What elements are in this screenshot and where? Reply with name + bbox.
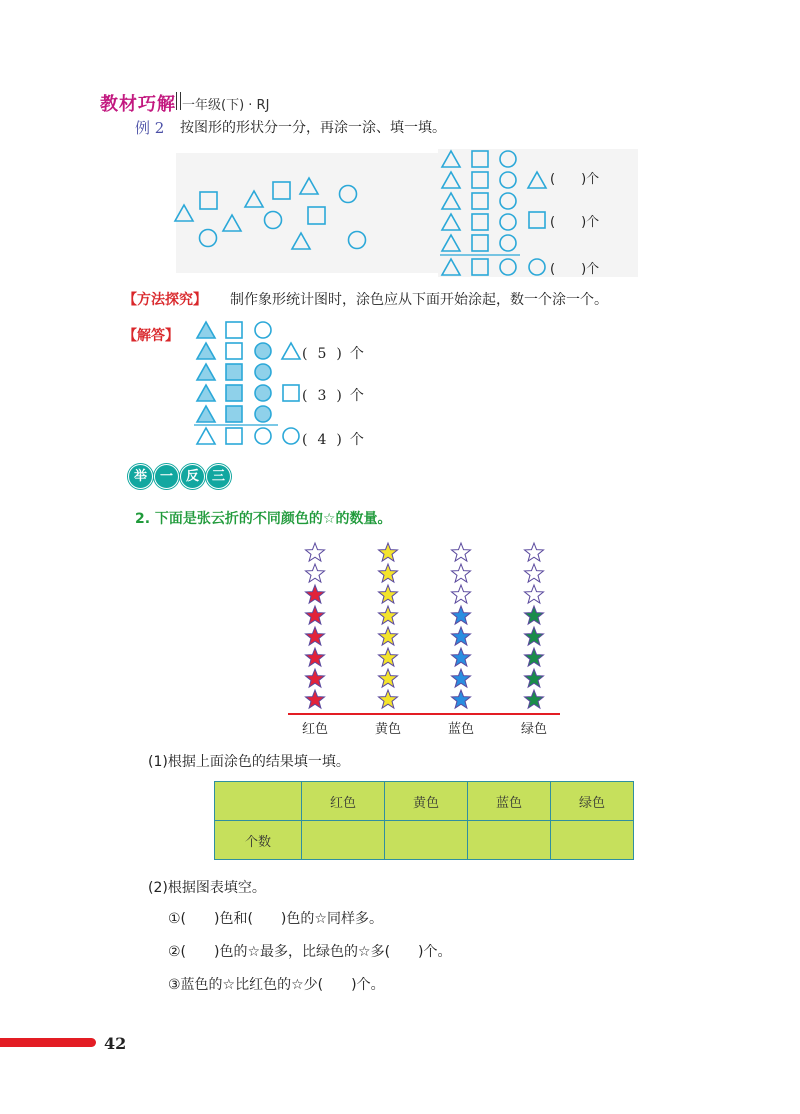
star-2-6-filled	[379, 648, 398, 666]
star-4-8-filled	[525, 690, 544, 708]
example-blank-circle[interactable]: ( )个	[550, 262, 600, 277]
star-pictograph	[284, 535, 570, 740]
fill-blank-1[interactable]: ①( )色和( )色的☆同样多。	[168, 911, 383, 927]
page-accent-bar	[0, 1038, 96, 1047]
header-divider	[176, 92, 181, 110]
star-2-2-filled	[379, 564, 398, 582]
star-2-4-filled	[379, 606, 398, 624]
example-blank-triangle[interactable]: ( )个	[550, 172, 600, 187]
table-row	[215, 821, 634, 860]
badge-char-4: 三	[206, 464, 231, 489]
star-4-4-filled	[525, 606, 544, 624]
label-blue: 蓝色	[448, 722, 475, 737]
star-3-3-empty	[452, 585, 471, 603]
star-2-7-filled	[379, 669, 398, 687]
star-3-6-filled	[452, 648, 471, 666]
star-4-5-filled	[525, 627, 544, 645]
example-blank-square[interactable]: ( )个	[550, 215, 600, 230]
book-subtitle: 一年级(下) · RJ	[182, 98, 270, 113]
star-4-1-empty	[525, 543, 544, 561]
answer-cell-green[interactable]	[551, 821, 634, 860]
answer-row-circle: ( 4 ) 个	[302, 432, 364, 448]
answer-circle-count: 4	[317, 432, 327, 448]
answer-triangle-count: 5	[317, 346, 327, 362]
answer-cell-blue[interactable]	[468, 821, 551, 860]
answer-square-count: 3	[317, 388, 327, 404]
practice-badge	[128, 464, 231, 488]
answer-circle-unit: 个	[349, 432, 364, 448]
count-table	[214, 781, 634, 860]
method-text: 制作象形统计图时，涂色应从下面开始涂起，数一个涂一个。	[230, 292, 608, 308]
star-3-8-filled	[452, 690, 471, 708]
star-1-4-filled	[306, 606, 325, 624]
answer-row-square: ( 3 ) 个	[302, 388, 364, 404]
answer-square-unit: 个	[349, 388, 364, 404]
star-1-2-empty	[306, 564, 325, 582]
star-1-7-filled	[306, 669, 325, 687]
star-3-1-empty	[452, 543, 471, 561]
badge-char-3: 反	[180, 464, 205, 489]
answer-cell-red[interactable]	[302, 821, 385, 860]
star-3-2-empty	[452, 564, 471, 582]
table-header-green: 绿色	[551, 782, 634, 821]
table-row-label: 个数	[215, 821, 302, 860]
page-number: 42	[104, 1034, 127, 1053]
fill-blank-2[interactable]: ②( )色的☆最多，比绿色的☆多( )个。	[168, 944, 452, 960]
star-1-8-filled	[306, 690, 325, 708]
star-3-4-filled	[452, 606, 471, 624]
star-2-8-filled	[379, 690, 398, 708]
scatter-area	[176, 153, 438, 273]
method-tag: 【方法探究】	[123, 292, 207, 308]
star-4-3-empty	[525, 585, 544, 603]
star-4-7-filled	[525, 669, 544, 687]
example-instruction: 按图形的形状分一分，再涂一涂、填一填。	[180, 120, 446, 136]
answer-cell-yellow[interactable]	[385, 821, 468, 860]
book-brand: 教材巧解	[100, 94, 176, 115]
star-labels	[300, 718, 570, 738]
answer-pictograph	[190, 318, 310, 450]
part1-title: (1)根据上面涂色的结果填一填。	[148, 754, 350, 770]
star-2-5-filled	[379, 627, 398, 645]
table-header-yellow: 黄色	[385, 782, 468, 821]
star-1-5-filled	[306, 627, 325, 645]
star-3-5-filled	[452, 627, 471, 645]
label-yellow: 黄色	[375, 722, 402, 737]
star-1-1-empty	[306, 543, 325, 561]
part2-title: (2)根据图表填空。	[148, 880, 266, 896]
answer-tag: 【解答】	[123, 328, 179, 344]
answer-row-triangle: ( 5 ) 个	[302, 346, 364, 362]
star-2-1-filled	[379, 543, 398, 561]
badge-char-2: 一	[154, 464, 179, 489]
table-header-red: 红色	[302, 782, 385, 821]
table-header-row	[215, 782, 634, 821]
star-4-6-filled	[525, 648, 544, 666]
star-2-3-filled	[379, 585, 398, 603]
pictograph-area	[438, 149, 638, 277]
star-1-6-filled	[306, 648, 325, 666]
star-4-2-empty	[525, 564, 544, 582]
table-header-blue: 蓝色	[468, 782, 551, 821]
label-green: 绿色	[521, 722, 548, 737]
table-corner	[215, 782, 302, 821]
label-red: 红色	[302, 722, 329, 737]
star-1-3-filled	[306, 585, 325, 603]
star-3-7-filled	[452, 669, 471, 687]
badge-char-1: 举	[128, 464, 153, 489]
fill-blank-3[interactable]: ③蓝色的☆比红色的☆少( )个。	[168, 977, 385, 993]
question-2-title: 2. 下面是张云折的不同颜色的☆的数量。	[135, 511, 392, 527]
answer-triangle-unit: 个	[349, 346, 364, 362]
example-label: 例 2	[135, 119, 165, 137]
